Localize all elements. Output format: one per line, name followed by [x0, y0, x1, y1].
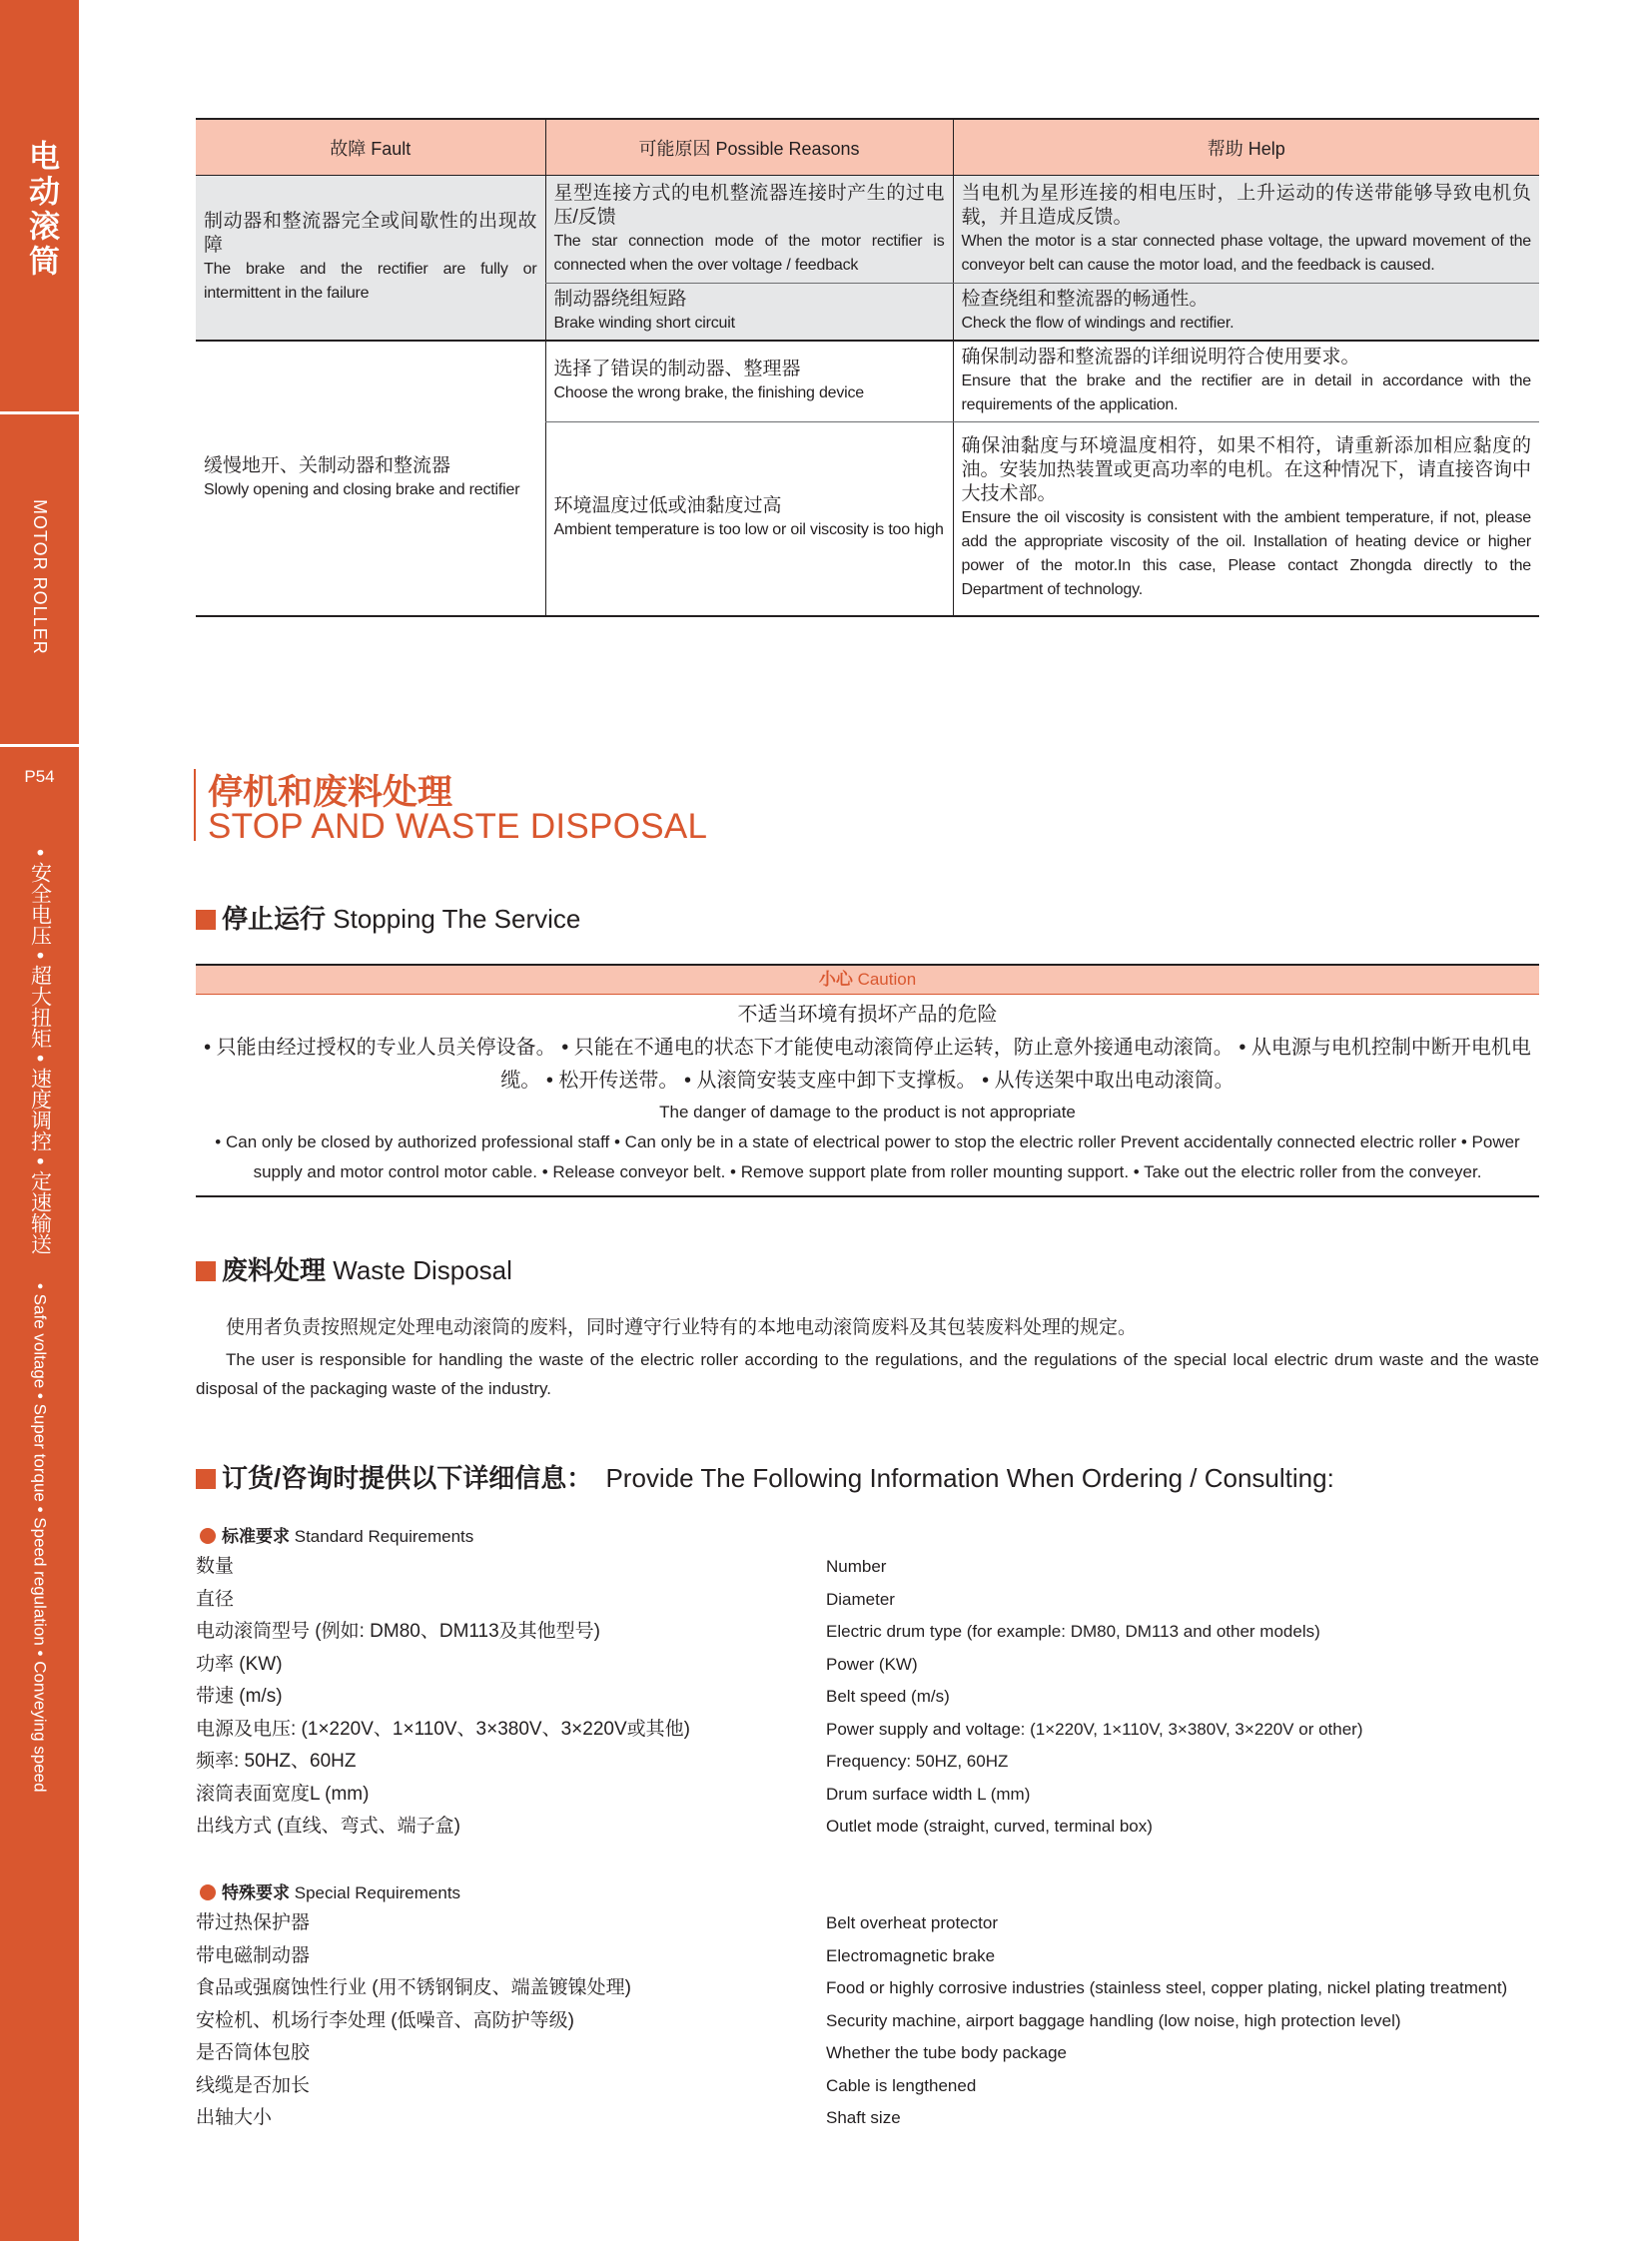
list-item: Outlet mode (straight, curved, terminal box): [826, 1817, 1153, 1836]
square-bullet-icon: [196, 1261, 216, 1281]
list-item: Power supply and voltage: (1×220V, 1×110V, 3×380V, 3×220V or other): [826, 1719, 1363, 1739]
fault-cell: 制动器和整流器完全或间歇性的出现故障 The brake and the rectifier are fully or intermittent in the failure: [196, 176, 545, 342]
dot-bullet-icon: [200, 1528, 216, 1544]
list-item: Shaft size: [826, 2108, 901, 2127]
list-item: Whether the tube body package: [826, 2043, 1067, 2062]
list-item: Power (KW): [826, 1654, 918, 1674]
help-cell: 确保制动器和整流器的详细说明符合使用要求。 Ensure that the brake and the rectifier are in detail in accordance with the requirements of the application.: [953, 341, 1539, 422]
list-item: 是否筒体包胶: [196, 2042, 311, 2063]
list-item: 功率 (KW): [196, 1653, 283, 1675]
waste-text-en: The user is responsible for handling the waste of the electric roller according to the regulations, and the regulations of the special local electric drum waste and the waste disposal of the packaging waste of the industry.: [196, 1350, 1539, 1398]
danger-cn: 不适当环境有损坏产品的危险: [737, 1004, 998, 1026]
reason-cell: 星型连接方式的电机整流器连接时产生的过电压/反馈 The star connection mode of the motor rectifier is connected when the over voltage / feedback: [545, 176, 953, 284]
sidebar-features-en: • Safe voltage • Super torque • Speed regulation • Conveying speed: [30, 1283, 50, 1793]
header-reasons: 可能原因 Possible Reasons: [545, 119, 953, 176]
section-title-cn: 停机和废料处理: [208, 773, 453, 812]
list-item: Electromagnetic brake: [826, 1945, 996, 1965]
special-requirements-heading: 特殊要求 Special Requirements: [200, 1878, 460, 1903]
list-item: 频率: 50HZ、60HZ: [196, 1751, 357, 1772]
list-item: Frequency: 50HZ, 60HZ: [826, 1752, 1009, 1771]
fault-table: [196, 118, 1539, 617]
caution-text-en-1: • Can only be closed by authorized professional staff • Can only be in a state of electrical power to stop the electric roller Prevent accidentally connected electric roller • Power: [215, 1132, 1520, 1151]
list-item: 安检机、机场行李处理 (低噪音、高防护等级): [196, 2009, 574, 2031]
list-item: 数量: [196, 1556, 235, 1577]
sidebar-title-en: MOTOR ROLLER: [30, 499, 50, 655]
list-item: 直径: [196, 1588, 235, 1610]
section-accent-bar: [194, 769, 196, 841]
fault-cell: 缓慢地开、关制动器和整流器 Slowly opening and closing brake and rectifier: [196, 341, 545, 616]
ordering-heading: 订货/咨询时提供以下详细信息： Provide The Following Information When Ordering / Consulting:: [196, 1458, 1334, 1495]
reason-cell: 环境温度过低或油黏度过高 Ambient temperature is too low or oil viscosity is too high: [545, 422, 953, 616]
waste-text-cn: 使用者负责按照规定处理电动滚筒的废料，同时遵守行业特有的本地电动滚筒废料及其包装废料处理的规定。: [226, 1317, 1138, 1338]
list-item: 带过热保护器: [196, 1912, 311, 1933]
list-item: Diameter: [826, 1589, 895, 1609]
caution-text-cn-2: 缆。 • 松开传送带。 • 从滚筒安装支座中卸下支撑板。 • 从传送架中取出电动滚筒。: [500, 1070, 1235, 1092]
standard-requirements-heading: 标准要求 Standard Requirements: [200, 1522, 473, 1547]
list-item: Belt speed (m/s): [826, 1687, 950, 1706]
list-item: 带速 (m/s): [196, 1686, 283, 1707]
list-item: 出轴大小: [196, 2107, 273, 2128]
list-item: Drum surface width L (mm): [826, 1784, 1031, 1804]
table-row: [196, 176, 1539, 284]
list-item: 电源及电压: (1×220V、1×110V、3×380V、3×220V或其他): [196, 1718, 690, 1740]
header-help: 帮助 Help: [953, 119, 1539, 176]
list-item: Belt overheat protector: [826, 1913, 998, 1932]
sidebar-divider: [0, 744, 79, 747]
list-item: 食品或强腐蚀性行业 (用不锈钢铜皮、端盖镀镍处理): [196, 1977, 631, 1998]
caution-text-en-2: supply and motor control motor cable. • Release conveyor belt. • Remove support plate from roller mounting support. • Take out the electric roller from the conveyer.: [253, 1162, 1482, 1181]
list-item: 滚筒表面宽度L (mm): [196, 1783, 370, 1805]
list-item: 出线方式 (直线、弯式、端子盒): [196, 1816, 460, 1837]
help-cell: 检查绕组和整流器的畅通性。 Check the flow of windings and rectifier.: [953, 284, 1539, 342]
list-item: Number: [826, 1557, 887, 1576]
waste-heading: 废料处理 Waste Disposal: [196, 1250, 512, 1287]
square-bullet-icon: [196, 1469, 216, 1489]
standard-list-cn: [196, 1551, 690, 1844]
help-cell: 当电机为星形连接的相电压时，上升运动的传送带能够导致电机负载，并且造成反馈。 When the motor is a star connected phase voltage, the upward movement of the conveyor belt can cause the motor load, and the feedback is caused.: [953, 176, 1539, 284]
caution-bar: 小心 Caution: [196, 964, 1539, 995]
sidebar: [0, 0, 79, 2241]
list-item: Electric drum type (for example: DM80, DM113 and other models): [826, 1622, 1320, 1641]
special-list-cn: [196, 1907, 631, 2135]
standard-list-en: [826, 1551, 1363, 1844]
list-item: Security machine, airport baggage handling (low noise, high protection level): [826, 2010, 1401, 2030]
sidebar-features-cn: • 安全电压 • 超大扭矩 • 速度调控 • 定速输送: [28, 849, 52, 1255]
square-bullet-icon: [196, 910, 216, 930]
header-fault: 故障 Fault: [196, 119, 545, 176]
reason-cell: 制动器绕组短路 Brake winding short circuit: [545, 284, 953, 342]
list-item: 线缆是否加长: [196, 2074, 311, 2096]
help-cell: 确保油黏度与环境温度相符，如果不相符，请重新添加相应黏度的油。安装加热装置或更高功率的电机。在这种情况下，请直接咨询中大技术部。 Ensure the oil viscosity is consistent with the ambient temperature, if not, please add the appropriate viscosity of the oil. Installation of heating device or higher power of the motor.In this case, Please contact Zhongda directly to the Department of technology.: [953, 422, 1539, 616]
dot-bullet-icon: [200, 1884, 216, 1900]
list-item: Food or highly corrosive industries (stainless steel, copper plating, nickel plating treatment): [826, 1978, 1508, 1997]
list-item: Cable is lengthened: [826, 2075, 977, 2095]
page-number: P54: [24, 767, 55, 786]
table-row: [196, 341, 1539, 422]
caution-body: [196, 999, 1539, 1187]
reason-cell: 选择了错误的制动器、整理器 Choose the wrong brake, the finishing device: [545, 341, 953, 422]
caution-divider: [196, 1195, 1539, 1197]
sidebar-title-cn: 电动滚筒: [24, 140, 59, 280]
sidebar-divider: [0, 411, 79, 414]
list-item: 电动滚筒型号 (例如: DM80、DM113及其他型号): [196, 1621, 601, 1642]
list-item: 带电磁制动器: [196, 1944, 311, 1966]
caution-text-cn-1: • 只能由经过授权的专业人员关停设备。 • 只能在不通电的状态下才能使电动滚筒停止运转，防止意外接通电动滚筒。 • 从电源与电机控制中断开电机电: [204, 1037, 1531, 1059]
section-title-en: STOP AND WASTE DISPOSAL: [208, 807, 708, 846]
danger-en: The danger of damage to the product is not appropriate: [659, 1103, 1076, 1121]
stopping-heading: 停止运行 Stopping The Service: [196, 899, 580, 936]
special-list-en: [826, 1907, 1507, 2135]
